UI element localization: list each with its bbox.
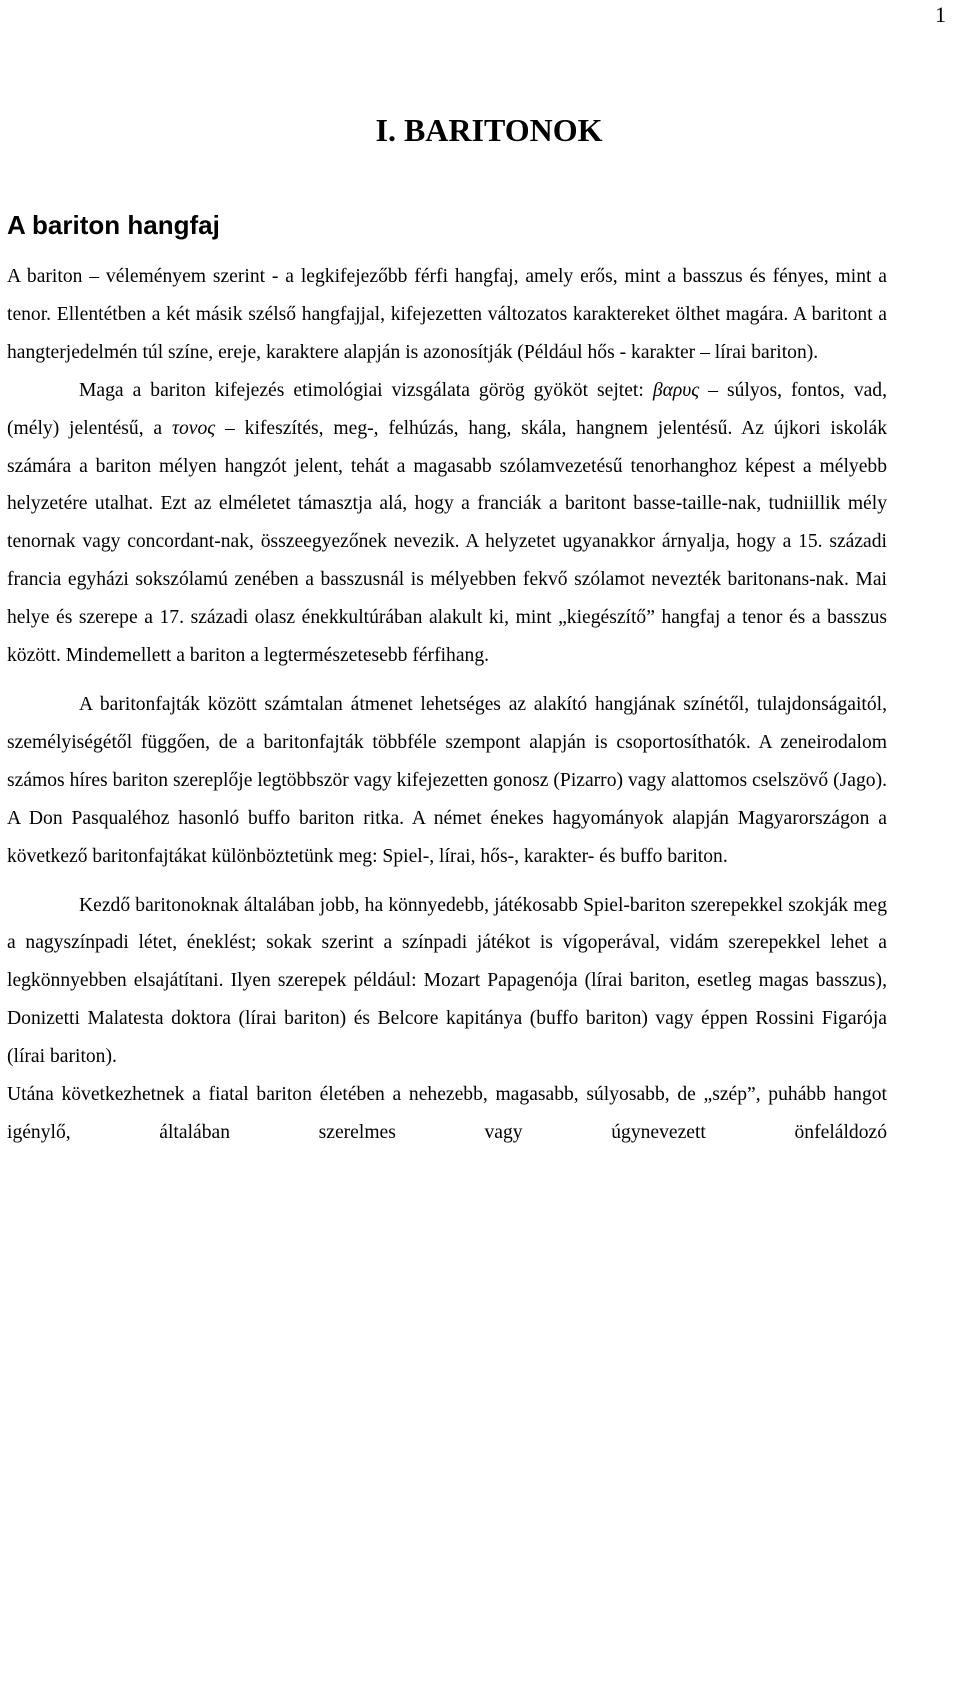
paragraph-1: A bariton – véleményem szerint - a legkifejezőbb férfi hangfaj, amely erős, mint a basszus és fényes, mint a tenor. Ellentétben a két másik szélső hangfajjal, kifejezetten változatos karaktereket ölthet magára. A baritont a hangterjedelmén túl színe, ereje, karaktere alapján is azonosítják (Például hős - karakter – lírai bariton). [7,266,887,363]
paragraph-4: Kezdő baritonoknak általában jobb, ha könnyedebb, játékosabb Spiel-bariton szerepekkel szokják meg a nagyszínpadi létet, éneklést; sokak szerint a színpadi játékot is vígoperával, vidám szerepekkel lehet a legkönnyebben elsajátítani. Ilyen szerepek például: Mozart Papagenója (lírai bariton, esetleg magas basszus), Donizetti Malatesta doktora (lírai bariton) és Belcore kapitánya (buffo bariton) vagy éppen Rossini Figarója (lírai bariton). [7,894,887,1068]
greek-word-tonos: τονος [171,417,216,439]
paragraph-5: Utána következhetnek a fiatal bariton életében a nehezebb, magasabb, súlyosabb, de „szép”, puhább hangot igénylő, általában szerelmes vagy úgynevezett önfeláldozó [7,1084,887,1143]
paragraph-2-part-a: Maga a bariton kifejezés etimológiai vizsgálata görög gyököt sejtet: [79,379,653,401]
chapter-title: I. BARITONOK [375,112,603,148]
paragraph-2 [7,372,887,675]
section-title: A bariton hangfaj [7,210,220,240]
page-number: 1 [935,2,946,27]
body-text [7,258,887,1152]
greek-word-barys: βαρυς [652,379,700,401]
paragraph-2-part-c: – kifeszítés, meg-, felhúzás, hang, skála, hangnem jelentésű. Az újkori iskolák számára a bariton mélyen hangzót jelent, tehát a magasabb szólamvezetésű tenorhanghoz képest a mélyebb helyzetére utalhat. Ezt az elméletet támasztja alá, hogy a franciák a baritont basse-taille-nak, tudniillik mély tenornak vagy concordant-nak, összeegyezőnek nevezik. A helyzetet ugyanakkor árnyalja, hogy a 15. századi francia egyházi sokszólamú zenében a basszusnál is mélyebben fekvő szólamot nevezték baritonans-nak. Mai helye és szerepe a 17. századi olasz énekkultúrában alakult ki, mint „kiegészítő” hangfaj a tenor és a basszus között. Mindemellett a bariton a legtermészetesebb férfihang. [7,417,887,667]
paragraph-2-part-b: – súlyos, fontos, vad, (mély) jelentésű, a [7,379,888,439]
paragraph-3: A baritonfajták között számtalan átmenet lehetséges az alakító hangjának színétől, tulajdonságaitól, személyiségétől függően, de a baritonfajták többféle szempont alapján is csoportosíthatók. A zeneirodalom számos híres bariton szereplője legtöbbször vagy kifejezetten gonosz (Pizarro) vagy alattomos cselszövő (Jago). A Don Pasqualéhoz hasonló buffo bariton ritka. A német énekes hagyományok alapján Magyarországon a következő baritonfajtákat különböztetünk meg: Spiel-, lírai, hős-, karakter- és buffo bariton. [7,693,887,867]
